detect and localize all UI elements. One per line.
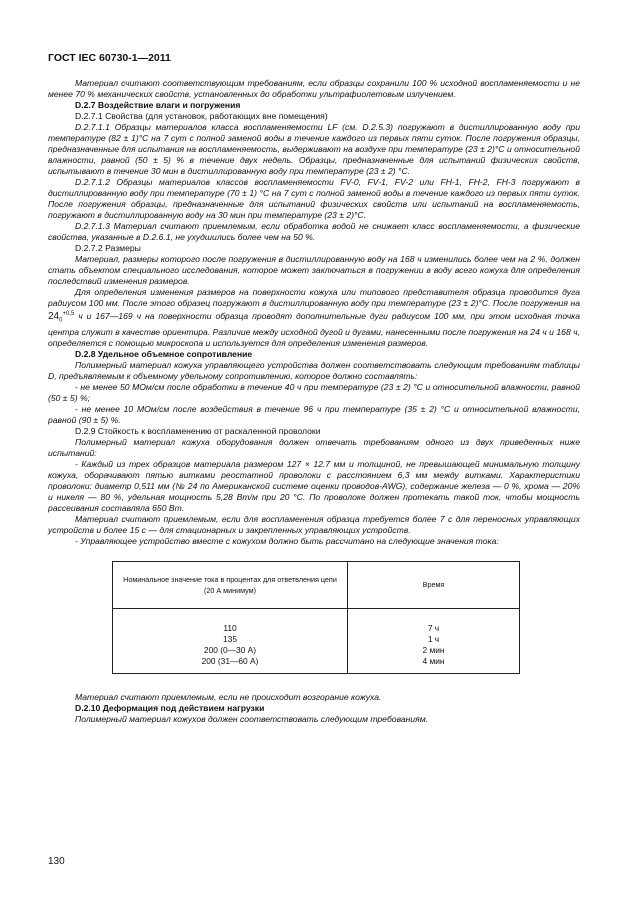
document-header: ГОСТ IEC 60730-1—2011 [48,52,171,64]
table-header-time: Время [348,561,520,608]
current-value: 135 [223,633,237,644]
current-value: 110 [223,622,237,633]
tolerance-value: 24 [48,310,60,322]
time-value: 1 ч [427,633,440,644]
heading-d28: D.2.8 Удельное объемное сопротивление [75,348,253,359]
paragraph-dimensions-2 [48,287,580,349]
time-value: 4 мин [422,655,445,666]
table-row [113,608,520,673]
time-value: 7 ч [427,622,440,633]
dimensions-text-b: ч и 167—169 ч на поверхности образца проводят дополнительные дуги радиусом 100 мм, при этом исходная точка центра служит в качестве ориентира. Различие между исходной дугой и дугами, нанесенными после погружения на 24 ч и 168 ч, определяется с помощью микроскопа и используется для определения изменения размеров. [48,310,580,348]
table-header-current: Номинальное значение тока в процентах для ответвления цепи (20 А минимум) [113,561,348,608]
heading-d210: D.2.10 Деформация под действием нагрузки [75,702,265,713]
paragraph-uv-result: Материал считают соответствующим требованиям, если образцы сохранили 100 % исходной воспламеняемости и не менее 70 % механических свойств, установленных до обработки ультрафиолетовым излучением. [48,78,580,99]
paragraph-d210: Полимерный материал кожухов должен соответствовать следующим требованиям. [75,713,429,724]
paragraph-dimensions-1: Материал, размеры которого после погружения в дистиллированную воду на 168 ч изменились более чем на 2 %, должен стать объектом специального исследования, которое может заключаться в погружении в воду всего кожуха для определения последствий изменения размеров. [48,254,580,286]
tolerance-lower: 0 [59,317,63,324]
paragraph-after-table: Материал считают приемлемым, если не происходит возгорание кожуха. [75,691,382,702]
paragraph-d29-accept: Материал считают приемлемым, если для воспламенения образца требуется более 7 с для переносных управляющих устройств и более 15 с — для стационарных и закрепленных управляющих устройств. [48,513,580,535]
paragraph-d2711: D.2.7.1.1 Образцы материалов класса воспламеняемости LF (см. D.2.5.3) погружают в дистиллированную воду при температуре (82 ± 1)°C на 7 сут с полной заменой воды в течение каждого из первых пяти суток. После погружения образцы, предназначенные для испытания на воспламеняемость, выдерживают на воздухе при температуре (23 ± 2)°C и относительной влажности, равной (50 ± 5) % в течение двух недель. Образцы, предназначенные для испытаний физических свойств, испытывают в течение 30 мин в дистиллированную воду при температуре (23 ± 2) °C. [48,122,580,176]
table-cell-time [348,608,520,673]
document-body [48,78,580,725]
dimensions-text-a: Для определения изменения размеров на поверхности кожуха или типового представителя образца проводится дуга радиусом 100 мм. После этого образец погружают в дистиллированную воду при температуре (23 ± 2)°C. После погружения на [48,287,580,308]
tolerance-upper: +0,5 [62,311,75,317]
paragraph-d29-intro: Полимерный материал кожуха оборудования должен отвечать требованиям одного из двух приведенных ниже испытаний: [48,436,580,458]
current-value: 200 (31—60 А) [201,655,259,666]
table-header-row [113,561,520,608]
page-number: 130 [48,856,65,867]
paragraph-d29-current: - Управляющее устройство вместе с кожухом должно быть рассчитано на следующие значения тока: [75,535,499,546]
paragraph-d28-item1: - не менее 50 МОм/см после обработки в течение 40 ч при температуре (23 ± 2) °C и относительной влажности, равной (50 ± 5) %; [48,381,580,403]
heading-d271: D.2.7.1 Свойства (для установок, работающих вне помещения) [75,111,328,121]
paragraph-d28-item2: - не менее 10 МОм/см после воздействия в течение 96 ч при температуре (35 ± 2) °C и относительной влажности, равной (90 ± 5) %. [48,403,580,425]
table-cell-current [113,608,348,673]
current-time-table [112,561,520,674]
time-value: 2 мин [422,644,445,655]
heading-d272: D.2.7.2 Размеры [75,243,141,253]
heading-d29: D.2.9 Стойкость к воспламенению от раскаленной проволоки [75,425,321,436]
paragraph-d2712: D.2.7.1.2 Образцы материалов классов воспламеняемости FV-0, FV-1, FV-2 или FH-1, FH-2, FH-3 погружают в дистиллированную воду при температуре (70 ± 1) °C на 7 сут с полной заменой воды в течение каждого из первых пяти суток. После погружения образцы, предназначенные для испытаний физических свойств или испытаний на воспламеняемость, погружают в дистиллированную воду на 30 мин при температуре (23 ± 2)°C. [48,177,580,220]
paragraph-d29-wire: - Каждый из трех образцов материала размером 127 × 12.7 мм и толщиной, не превышающей минимальную толщину кожуха, оборачивают пятью витками реостатной проволоки с расстоянием 6,3 мм между витками. Характеристики проволоки: диаметр 0,511 мм (№ 24 по Американской системе оценки проводов-AWG), содержание железа — 0 %, хрома — 20% и никеля — 80 %, удельная мощность 5,28 Вт/м при 20 °C. По проволоке должен протекать такой ток, чтобы мощность рассеивания составляла 650 Вт. [48,458,580,513]
current-value: 200 (0—30 А) [203,644,257,655]
heading-d27: D.2.7 Воздействие влаги и погружения [75,100,241,110]
paragraph-d28-intro: Полимерный материал кожуха управляющего устройства должен соответствовать следующим требованиям таблицы D, предъявляемым к объемному удельному сопротивлению, которое должно составлять: [48,359,580,381]
paragraph-d2713: D.2.7.1.3 Материал считают приемлемым, если обработка водой не снижает класс воспламеняемости, а физические свойства, указанные в D.2.6.1, не ухудшились более чем на 50 %. [48,221,580,242]
